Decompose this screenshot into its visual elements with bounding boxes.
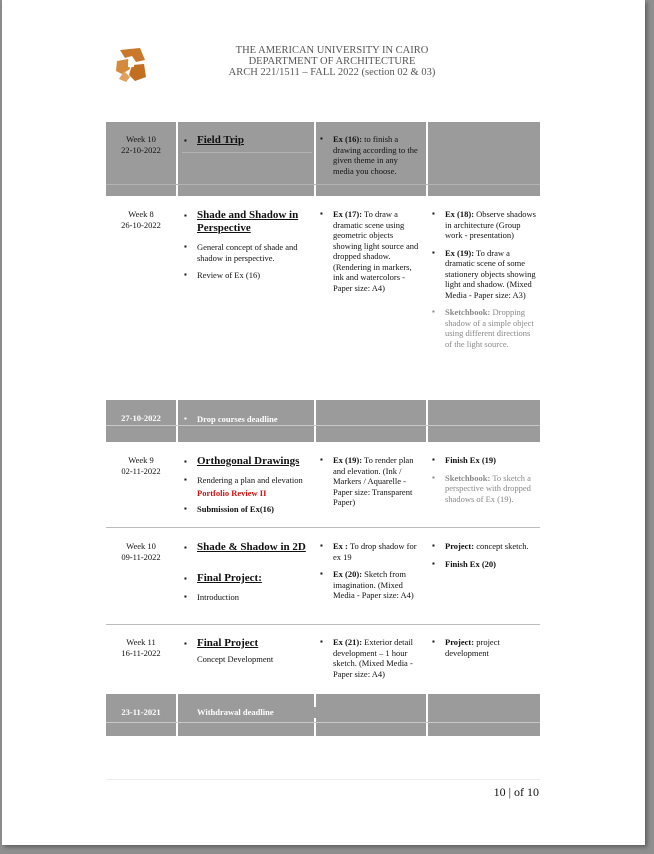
exercise-item: ▪ Ex (17): To draw a dramatic scene using geometric objects showing light source and dropped shadow. (Rendering in markers, ink and watercolors - Paper size: A4) xyxy=(320,209,420,293)
exercise-item: ▪ Ex : To drop shadow for ex 19 xyxy=(320,541,420,562)
row-divider xyxy=(106,624,540,625)
topic-subtitle: Concept Development xyxy=(197,654,274,664)
deadline-label: Withdrawal deadline xyxy=(197,707,321,718)
topic-title: ▪ Field Trip xyxy=(184,134,308,147)
week-cell: Week 8 26-10-2022 xyxy=(121,209,161,230)
footer-divider xyxy=(106,779,540,780)
week-cell: Week 10 09-11-2022 xyxy=(121,541,161,562)
exercise-item: ▪ Ex (19): To render plan and elevation. (Ink / Markers / Aquarelle - Paper size: Transparent Paper) xyxy=(320,455,420,508)
header-course: ARCH 221/1511 – FALL 2022 (section 02 & 03) xyxy=(228,67,436,78)
sketchbook-item: ▪ Sketchbook: To sketch a perspective with dropped shadows of Ex (19). xyxy=(432,473,536,505)
exercise-item: ▪ Ex (16): to finish a drawing according to the given theme in any media you choose. xyxy=(320,134,420,176)
schedule-row-week-10 xyxy=(106,541,540,621)
auc-logo-icon xyxy=(114,47,148,83)
portfolio-review-label: Portfolio Review II xyxy=(197,487,267,498)
deadline-row-withdrawal xyxy=(106,694,540,736)
assignment-item: ▪ Ex (19): To draw a dramatic scene of some stationery objects showing light and shadow. (Mixed Media - Paper size: A3) xyxy=(432,248,536,301)
topic-item: ▪ Introduction xyxy=(184,592,308,603)
deadline-label: ▪ Drop courses deadline xyxy=(184,414,308,425)
schedule-row-week-9 xyxy=(106,455,540,525)
topic-item: ▪ General concept of shade and shadow in perspective. xyxy=(184,242,308,263)
week-cell: Week 9 02-11-2022 xyxy=(121,455,161,476)
header-university: THE AMERICAN UNIVERSITY IN CAIRO xyxy=(235,45,429,56)
document-page xyxy=(2,0,645,845)
topic-item: ▪ Review of Ex (16) xyxy=(184,270,308,281)
deadline-row-drop xyxy=(106,400,540,442)
row-divider xyxy=(106,527,540,528)
deadline-date: 27-10-2022 xyxy=(106,413,176,424)
schedule-row-week-8 xyxy=(106,207,540,397)
header-department: DEPARTMENT OF ARCHITECTURE xyxy=(248,56,416,67)
schedule-row-field-trip xyxy=(106,122,540,196)
topic-title-final-project: ▪ Final Project: xyxy=(184,572,308,585)
week-cell: Week 10 22-10-2022 xyxy=(121,134,161,155)
topic-title: ▪ Final Project xyxy=(184,637,308,650)
assignment-item: ▪ Ex (18): Observe shadows in architecture (Group work - presentation) xyxy=(432,209,536,241)
assignment-item: ▪ Finish Ex (20) xyxy=(432,559,536,570)
sketchbook-item: ▪ Sketchbook: Dropping shadow of a simple object using different directions of the light source. xyxy=(432,307,536,349)
assignment-item: ▪ Project: project development xyxy=(432,637,536,658)
topic-title: ▪ Shade & Shadow in 2D xyxy=(184,541,308,554)
exercise-item: ▪ Ex (21): Exterior detail development – 1 hour sketch. (Mixed Media - Paper size: A4) xyxy=(320,637,420,679)
assignment-item: ▪ Project: concept sketch. xyxy=(432,541,536,552)
week-cell: Week 11 16-11-2022 xyxy=(121,637,161,658)
schedule-row-week-11 xyxy=(106,637,540,692)
exercise-item: ▪ Ex (20): Sketch from imagination. (Mixed Media - Paper size: A4) xyxy=(320,569,420,601)
topic-title: ▪ Orthogonal Drawings xyxy=(184,455,308,468)
page-number: 10 | of 10 xyxy=(493,785,539,799)
assignment-item: ▪ Finish Ex (19) xyxy=(432,455,536,466)
topic-item: ▪ Rendering a plan and elevation xyxy=(184,475,308,486)
topic-item: ▪ Submission of Ex(16) xyxy=(184,504,308,515)
topic-title: ▪ Shade and Shadow in Perspective xyxy=(184,209,308,235)
deadline-date: 23-11-2021 xyxy=(106,707,176,718)
